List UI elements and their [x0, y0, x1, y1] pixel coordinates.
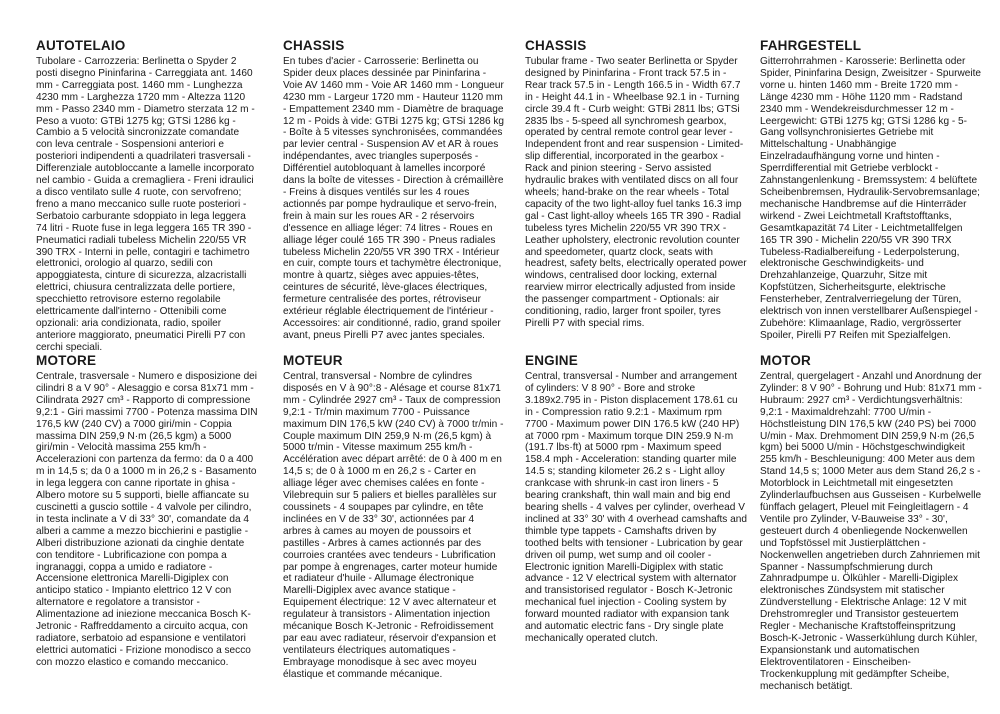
section-title: MOTORE: [36, 353, 97, 368]
section-title: FAHRGESTELL: [760, 38, 862, 53]
section-body: Central, transversal - Number and arrangement of cylinders: V 8 90° - Bore and stroke 3.189x2.795 in - Piston displacement 178.61 cu in - Compression ratio 9.2:1 - Maximum rpm 7700 - Maximum power DIN 176.5 kW (240 HP) at 7000 rpm - Maximum torque DIN 259.9 N·m (191.7 lbs·ft) at 5000 rpm - Maximum speed 158.4 mph - Acceleration: standing quarter mile 14.5 s; standing kilometer 26.2 s - Light alloy crankcase with shrunk-in cast iron liners - 5 bearing crankshaft, thin wall main and big end bearing shells - 4 valves per cylinder, overhead V inclined at 33° 30' with 4 overhead camshafts and thimble type tappets - Camshafts driven by toothed belts with tensioner - Lubrication by gear driven oil pump, wet sump and oil cooler - Electronic ignition Marelli-Digiplex with static advance - 12 V electrical system with alternator and transistorised regulator - Bosch K-Jetronic mechanical fuel injection - Cooling system by forward mounted radiator with expansion tank and automatic electric fans - Dry single plate mechanically operated clutch.: [525, 371, 747, 644]
section-motore: [36, 353, 258, 669]
section-engine: [525, 353, 747, 645]
section-title: CHASSIS: [283, 38, 345, 53]
section-body: Tubular frame - Two seater Berlinetta or Spyder designed by Pininfarina - Front track 57.5 in - Rear track 57.5 in - Length 166.5 in - Width 67.7 in - Height 44.1 in - Wheelbase 92.1 in - Turning circle 39.4 ft - Curb weight: GTBi 2811 lbs; GTSi 2835 lbs - 5-speed all synchromesh gearbox, operated by central remote control gear lever - Independent front and rear suspension - Limited-slip differential, incorporated in the gearbox - Rack and pinion steering - Servo assisted hydraulic brakes with ventilated discs on all four wheels; hand-brake on the rear wheels - Total capacity of the two light-alloy fuel tanks 16.3 imp gal - Cast light-alloy wheels 165 TR 390 - Radial tubeless tyres Michelin 220/55 VR 390 TRX - Leather upholstery, electronic revolution counter and speedometer, quartz clock, seats with headrest, safety belts, electrically operated power windows, centralised door locking, external rearview mirror electrically adjusted from inside the passenger compartment - Optionals: air conditioning, radio, larger front spoiler, tyres Pirelli P7 with special rims.: [525, 56, 747, 329]
section-autotelaio: [36, 38, 258, 354]
section-title: ENGINE: [525, 353, 578, 368]
section-title: MOTOR: [760, 353, 811, 368]
section-body: Tubolare - Carrozzeria: Berlinetta o Spyder 2 posti disegno Pininfarina - Carreggiata ant. 1460 mm - Carreggiata post. 1460 mm - Lunghezza 4230 mm - Larghezza 1720 mm - Altezza 1120 mm - Passo 2340 mm - Diametro sterzata 12 m - Peso a vuoto: GTBi 1275 kg; GTSi 1286 kg - Cambio a 5 velocità sincronizzate comandate con leva centrale - Sospensioni anteriori e posteriori indipendenti a quadrilateri trasversali - Differenziale autobloccante a lamelle incorporato nel cambio - Guida a cremagliera - Freni idraulici a disco ventilato sulle 4 ruote, con servofreno; freno a mano meccanico sulle ruote posteriori - Serbatoio carburante sdoppiato in lega leggera 74 litri - Ruote fuse in lega leggera 165 TR 390 - Pneumatici radiali tubeless Michelin 220/55 VR 390 TRX - Interni in pelle, contagiri e tachimetro elettronici, orologio al quarzo, sedili con appoggiatesta, cinture di sicurezza, alzacristalli elettrici, chiusura centralizzata delle portiere, specchietto retrovisore esterno regolabile elettricamente dall'interno - Ottenibili come opzionali: aria condizionata, radio, spoiler anteriore maggiorato, pneumatici Pirelli P7 con cerchi speciali.: [36, 56, 255, 353]
section-body: Central, transversal - Nombre de cylindres disposés en V à 90°:8 - Alésage et course 81x71 mm - Cylindrée 2927 cm³ - Taux de compression 9,2:1 - Tr/min maximum 7700 - Puissance maximum DIN 176,5 kW (240 CV) à 7000 tr/min - Couple maximum DIN 259,9 N·m (26,5 kgm) à 5000 tr/min - Vitesse maximum 255 km/h - Accélération avec départ arrêté: de 0 à 400 m en 14,5 s; de 0 à 1000 m en 26,2 s - Carter en alliage léger avec chemises calées en fonte - Vilebrequin sur 5 paliers et bielles parallèles sur coussinets - 4 soupapes par cylindre, en tête inclinées en V de 33° 30', actionnées par 4 arbres à cames au moyen de poussoirs et pastilles - Arbres à cames actionnés par des courroies crantées avec tendeurs - Lubrification par pompe à engrenages, carter moteur humide et radiateur d'huile - Allumage électronique Marelli-Digiplex avec avance statique - Equipement électrique: 12 V avec alternateur et regulateur à transistors - Alimentation injection mécanique Bosch K-Jetronic - Refroidissement par eau avec radiateur, réservoir d'expansion et ventilateurs électriques automatiques - Embrayage monodisque à sec avec moyeu élastique et commande mécanique.: [283, 371, 504, 680]
section-body: En tubes d'acier - Carrosserie: Berlinetta ou Spider deux places dessinée par Pininfarina - Voie AV 1460 mm - Voie AR 1460 mm - Longueur 4230 mm - Largeur 1720 mm - Hauteur 1120 mm - Empattement 2340 mm - Diamètre de braquage 12 m - Poids à vide: GTBi 1275 kg; GTSi 1286 kg - Boîte à 5 vitesses synchronisées, commandées par levier central - Suspension AV et AR à roues indépendantes, avec triangles superposés - Différentiel autobloquant à lamelles incorporé dans la boîte de vitesses - Direction à crémaillère - Freins à disques ventilés sur les 4 roues actionnés par pompe hydraulique et servo-frein, frein à main sur les roues AR - 2 réservoirs d'essence en alliage léger: 74 litres - Roues en alliage léger coulé 165 TR 390 - Pneus radiales tubeless Michelin 220/55 VR 390 TRX - Intérieur en cuir, compte tours et tachymètre électronique, montre à quartz, sièges avec appuies-têtes, ceintures de sécurité, lève-glaces électriques, fermeture centralisée des portes, rétroviseur extérieur réglable électriquement de l'intérieur - Accessoires: air conditionné, radio, grand spoiler avant, pneus Pirelli P7 avec jantes speciales.: [283, 56, 505, 341]
section-title: MOTEUR: [283, 353, 343, 368]
section-fahrgestell: [760, 38, 982, 342]
section-chassis-fr: [283, 38, 505, 342]
section-title: AUTOTELAIO: [36, 38, 126, 53]
section-body: Centrale, trasversale - Numero e disposizione dei cilindri 8 a V 90° - Alesaggio e corsa 81x71 mm - Cilindrata 2927 cm³ - Rapporto di compressione 9,2:1 - Giri massimi 7700 - Potenza massima DIN 176,5 kW (240 CV) a 7000 giri/min - Coppia massima DIN 259,9 N·m (26,5 kgm) a 5000 giri/min - Velocità massima 255 km/h - Accelerazioni con partenza da fermo: da 0 a 400 m in 14,5 s; da 0 a 1000 m in 26,2 s - Basamento in lega leggera con canne riportate in ghisa - Albero motore su 5 supporti, bielle affiancate su cuscinetti a guscio sottile - 4 valvole per cilindro, in testa inclinate a V di 33° 30', comandate da 4 alberi a camme a mezzo bicchierini e pastiglie - Alberi distribuzione azionati da cinghie dentate con tenditore - Lubrificazione con pompa a ingranaggi, coppa a umido e radiatore - Accensione elettronica Marelli-Digiplex con anticipo statico - Impianto elettrico 12 V con alternatore e regolatore a transistor - Alimentazione ad iniezione meccanica Bosch K-Jetronic - Raffreddamento a circuito acqua, con radiatore, serbatoio ad espansione e ventilatori elettrici automatici - Frizione monodisco a secco con mozzo elastico e comando meccanico.: [36, 371, 258, 668]
section-body: Zentral, quergelagert - Anzahl und Anordnung der Zylinder: 8 V 90° - Bohrung und Hub: 81x71 mm - Hubraum: 2927 cm³ - Verdichtungsverhältnis: 9,2:1 - Maximaldrehzahl: 7700 U/min - Höchstleistung DIN 176,5 kW (240 PS) bei 7000 U/min - Max. Drehmoment DIN 259,9 N·m (26,5 kgm) bei 5000 U/min - Höchstgeschwindigkeit 255 km/h - Beschleunigung: 400 Meter aus dem Stand 14,5 s; 1000 Meter aus dem Stand 26,2 s - Motorblock in Leichtmetall mit eingesetzten Zylinderlaufbuchsen aus Gusseisen - Kurbelwelle fünffach gelagert, Pleuel mit Feingleitlagern - 4 Ventile pro Zylinder, V-Bauweise 33° - 30', gesteuert durch 4 obenliegende Nockenwellen und Topfstössel mit Justierplättchen - Nockenwellen angetrieben durch Zahnriemen mit Spanner - Nassumpfschmierung durch Zahnradpumpe u. Ölkühler - Marelli-Digiplex elektronisches Zündsystem mit statischer Zündverstellung - Elektrische Anlage: 12 V mit Drehstromregler und Transistor gesteuertem Regler - Mechanische Kraftstoffeinspritzung Bosch-K-Jetronic - Wasserkühlung durch Kühler, Expansionstank und automatischen Elektroventilatoren - Einscheiben-Trockenkupplung mit gedämpfter Scheibe, mechanisch betätigt.: [760, 371, 982, 692]
section-chassis-en: [525, 38, 747, 330]
section-title: CHASSIS: [525, 38, 587, 53]
section-moteur: [283, 353, 505, 681]
section-body: Gitterrohrrahmen - Karosserie: Berlinetta oder Spider, Pininfarina Design, Zweisitzer - Spurweite vorne u. hinten 1460 mm - Breite 1720 mm - Länge 4230 mm - Höhe 1120 mm - Radstand 2340 mm - Wendekreisdurchmesser 12 m - Leergewicht: GTBi 1275 kg; GTSi 1286 kg - 5-Gang vollsynchronisiertes Getriebe mit Mittelschaltung - Unabhängige Einzelradaufhängung vorne und hinten - Sperrdifferential mit Getriebe verblockt - Zahnstangenlenkung - Bremssystem: 4 belüftete Scheibenbremsen, Hydraulik-Servobremsanlage; mechanische Handbremse auf die Hinterräder wirkend - Zwei Leichtmetall Kraftstofftanks, Gesamtkapazität 74 Liter - Leichtmetallfelgen 165 TR 390 - Michelin 220/55 VR 390 TRX Tubeless-Radialbereifung - Lederpolsterung, elektronische Geschwindigkeits- und Drehzahlanzeige, Quarzuhr, Sitze mit Kopfstützen, Sicherheitsgurte, elektrische Fensterheber, Zentralverriegelung der Türen, elektrisch von innen verstellbarer Außenspiegel - Zubehöre: Klimaanlage, Radio, vergrösserter Spoiler, Pirelli P7 Reifen mit Spezialfelgen.: [760, 56, 982, 341]
section-motor: [760, 353, 982, 692]
